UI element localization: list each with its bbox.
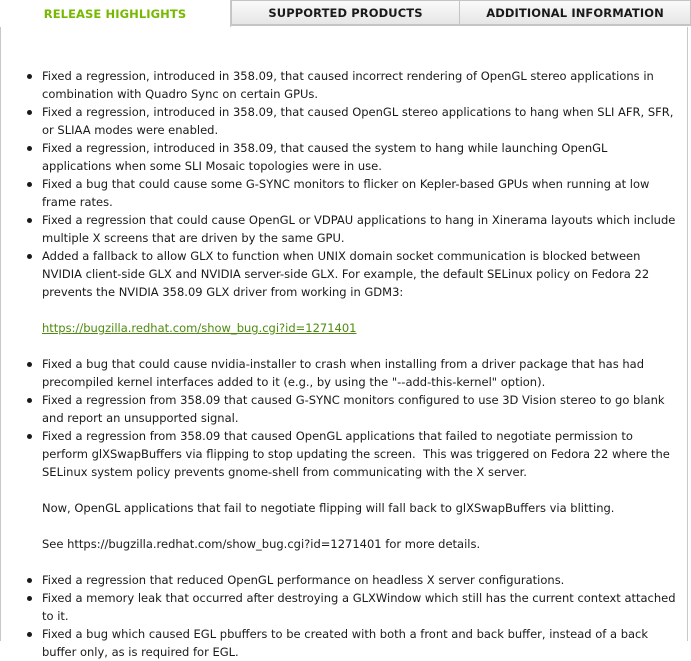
list-item: Fixed a bug that could cause some G-SYNC monitors to flicker on Kepler-based GPUs when running at low frame rates.: [42, 175, 677, 211]
release-list: [1, 67, 677, 661]
list-item: Fixed a regression from 358.09 that caused G-SYNC monitors configured to use 3D Vision stereo to go blank and report an unsupported signal.: [42, 391, 677, 427]
tab-supported-products[interactable]: SUPPORTED PRODUCTS: [231, 0, 460, 25]
list-item: Fixed a regression from 358.09 that caused OpenGL applications that failed to negotiate permission to perform glXSwapBuffers via flipping to stop updating the screen. This was triggered on Fedora 22 where the SELinux system policy prevents gnome-shell from communicating with the X server. Now, OpenGL applications that fail to negotiate flipping will fall back to glXSwapBuffers via blitting. See https://bugzilla.redhat.com/show_bug.cgi?id=1271401 for more details.: [42, 427, 677, 571]
tab-panel: [0, 27, 688, 659]
list-item: Fixed a regression that could cause OpenGL or VDPAU applications to hang in Xinerama layouts which include multiple X screens that are driven by the same GPU.: [42, 213, 676, 245]
details-note: See https://bugzilla.redhat.com/show_bug.cgi?id=1271401 for more details.: [42, 537, 481, 551]
list-item: Fixed a bug that could cause nvidia-installer to crash when installing from a driver package that has had precompiled kernel interfaces added to it (e.g., by using the "--add-this-kernel" option).: [42, 355, 677, 391]
tab-divider: [231, 25, 691, 26]
list-item: Added a fallback to allow GLX to function when UNIX domain socket communication is blocked between NVIDIA client-side GLX and NVIDIA server-side GLX. For example, the default SELinux policy on Fedora 22 prevents the NVIDIA 358.09 GLX driver from working in GDM3: https://bugzilla.redhat.com/show_bug.cgi?id=1271401: [42, 247, 677, 355]
list-item: Fixed a regression, introduced in 358.09, that caused incorrect rendering of OpenGL stereo applications in combination with Quadro Sync on certain GPUs.: [42, 67, 677, 103]
list-item: Fixed a memory leak that occurred after destroying a GLXWindow which still has the current context attached to it.: [42, 591, 676, 623]
list-item: Fixed a bug which caused EGL pbuffers to be created with both a front and back buffer, instead of a back buffer only, as is required for EGL.: [42, 625, 677, 661]
list-item: Fixed a regression, introduced in 358.09, that caused the system to hang while launching OpenGL applications when some SLI Mosaic topologies were in use.: [42, 139, 677, 175]
fallback-note: Now, OpenGL applications that fail to negotiate flipping will fall back to glXSwapBuffers via blitting.: [42, 501, 615, 515]
bugzilla-link[interactable]: https://bugzilla.redhat.com/show_bug.cgi?id=1271401: [42, 321, 357, 335]
list-item: Fixed a regression, introduced in 358.09, that caused OpenGL stereo applications to hang when SLI AFR, SFR, or SLIAA modes were enabled.: [42, 103, 677, 139]
tab-bar: [0, 0, 691, 27]
release-notes: [1, 67, 677, 661]
tab-additional-information[interactable]: ADDITIONAL INFORMATION: [459, 0, 691, 25]
list-item: Fixed a regression that reduced OpenGL performance on headless X server configurations.: [42, 571, 677, 589]
tab-release-highlights[interactable]: RELEASE HIGHLIGHTS: [0, 0, 231, 27]
